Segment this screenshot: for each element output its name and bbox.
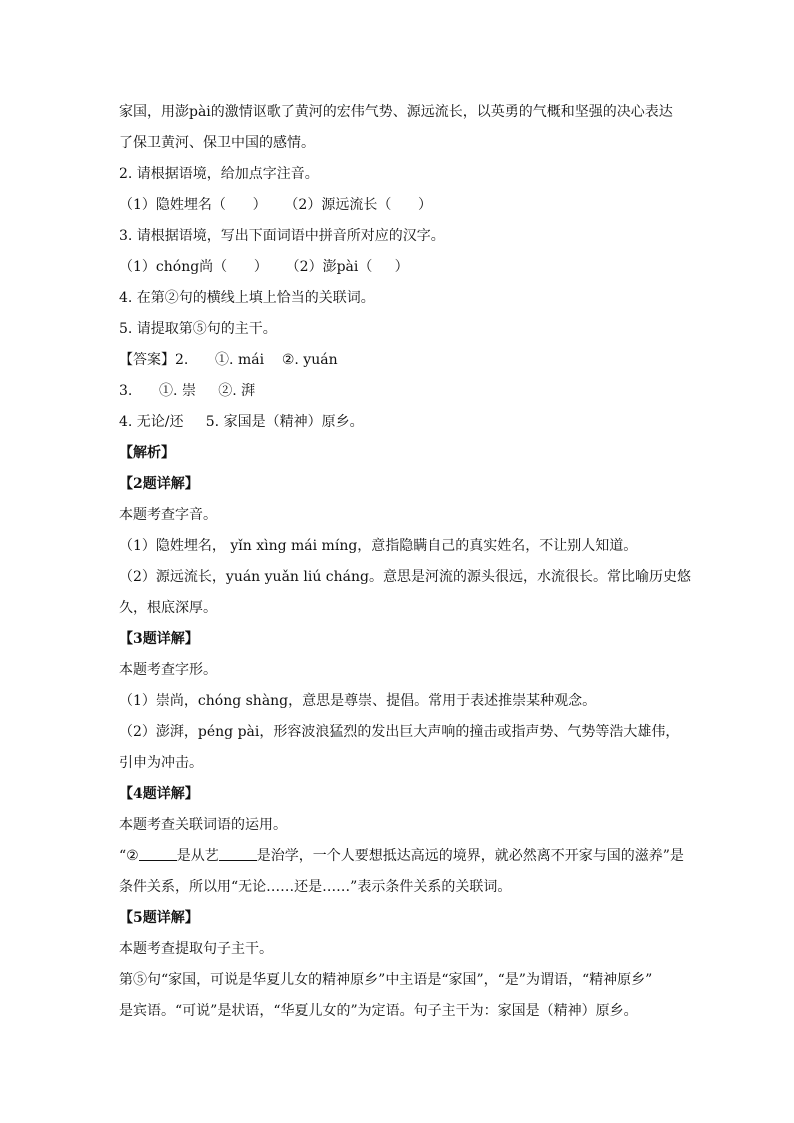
question-2-items: （1）隐姓埋名（ ） （2）源远流长（ ） xyxy=(119,197,433,213)
blank-underline xyxy=(219,846,257,861)
question-5: 5. 请提取第⑤句的主干。 xyxy=(119,321,277,337)
text-line: （1）崇尚，chóng shàng，意思是尊崇、提倡。常用于表述推崇某种观念。 xyxy=(119,693,597,709)
question-2: 2. 请根据语境，给加点字注音。 xyxy=(119,166,319,182)
text-line: （1）隐姓埋名， yǐn xìng mái míng，意指隐瞒自己的真实姓名，不让别人知道。 xyxy=(119,538,638,554)
answer-document xyxy=(119,97,691,1027)
text-line: 久，根底深厚。 xyxy=(119,600,217,616)
question-3-items: （1）chóng尚（ ） （2）澎pài（ ） xyxy=(119,259,409,275)
text-line: 本题考查关联词语的运用。 xyxy=(119,817,287,833)
analysis-heading: 【解析】 xyxy=(119,445,175,461)
answer-line: 4. 无论/还 5. 家国是（精神）原乡。 xyxy=(119,414,364,430)
text-line: 引申为冲击。 xyxy=(119,755,203,771)
quote-line xyxy=(119,841,685,872)
section-heading: 【2题详解】 xyxy=(119,476,199,492)
question-4: 4. 在第②句的横线上填上恰当的关联词。 xyxy=(119,290,375,306)
text-line: 本题考查字形。 xyxy=(119,662,217,678)
quote-rest: 是治学，一个人要想抵达高远的境界，就必然离不开家与国的滋养”是 xyxy=(256,848,684,864)
text-line: （2）澎湃，péng pài，形容波浪猛烈的发出巨大声响的撞击或指声势、气势等浩大雄伟， xyxy=(119,724,680,740)
answer-line: 【答案】2. ①. mái ②. yuán xyxy=(119,352,338,368)
text-line: 了保卫黄河、保卫中国的感情。 xyxy=(119,135,315,151)
section-heading: 【5题详解】 xyxy=(119,910,199,926)
section-heading: 【4题详解】 xyxy=(119,786,199,802)
text-line: 本题考查字音。 xyxy=(119,507,217,523)
answer-line: 3. ①. 崇 ②. 湃 xyxy=(119,383,256,399)
text-line: 本题考查提取句子主干。 xyxy=(119,941,273,957)
text-line: 是宾语。“可说”是状语，“华夏儿女的”为定语。句子主干为：家国是（精神）原乡。 xyxy=(119,1003,638,1019)
quote-mid: 是从艺 xyxy=(176,848,219,864)
text-line: 条件关系，所以用“无论……还是……”表示条件关系的关联词。 xyxy=(119,879,512,895)
text-line: 第⑤句“家国，可说是华夏儿女的精神原乡”中主语是“家国”，“是”为谓语，“精神原乡” xyxy=(119,972,653,988)
blank-underline xyxy=(139,846,177,861)
text-line: 家国，用澎pài的激情讴歌了黄河的宏伟气势、源远流长，以英勇的气概和坚强的决心表达 xyxy=(119,104,673,120)
quote-open: “② xyxy=(119,848,139,864)
question-3: 3. 请根据语境，写出下面词语中拼音所对应的汉字。 xyxy=(119,228,445,244)
section-heading: 【3题详解】 xyxy=(119,631,199,647)
text-line: （2）源远流长，yuán yuǎn liú cháng。意思是河流的源头很远，水流很长。常比喻历史悠 xyxy=(119,569,691,585)
